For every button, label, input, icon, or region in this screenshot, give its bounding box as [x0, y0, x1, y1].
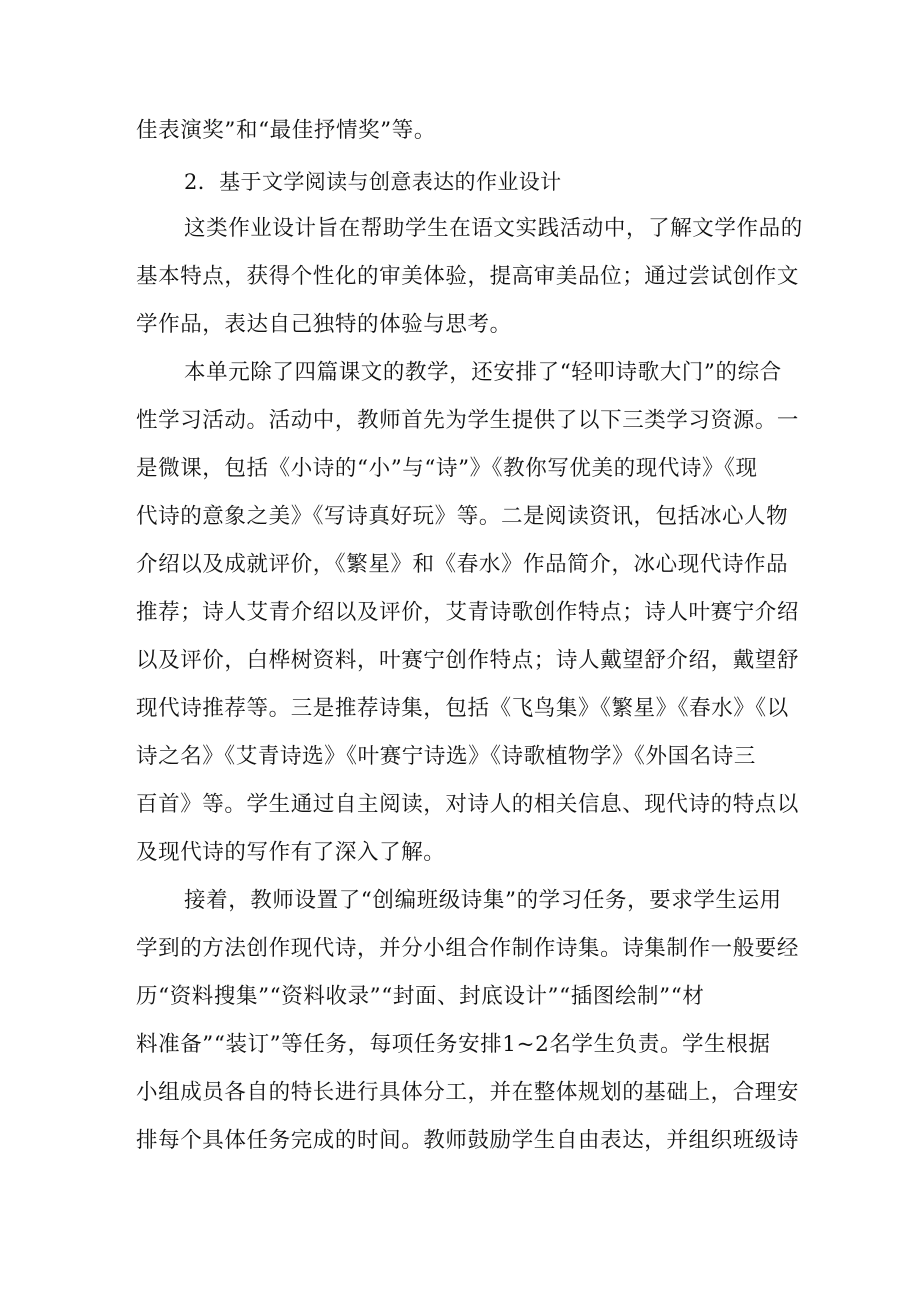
text-line: 百首》等。学生通过自主阅读，对诗人的相关信息、现代诗的特点以 — [136, 792, 800, 817]
text-line: 基本特点，获得个性化的审美体验，提高审美品位；通过尝试创作文 — [136, 264, 800, 289]
text-line: 小组成员各自的特长进行具体分工，并在整体规划的基础上，合理安 — [136, 1080, 800, 1105]
text-line: 及现代诗的写作有了深入了解。 — [136, 840, 446, 865]
text-line: 这类作业设计旨在帮助学生在语文实践活动中，了解文学作品的 — [184, 216, 803, 241]
text-line: 代诗的意象之美》《写诗真好玩》等。二是阅读资讯，包括冰心人物 — [136, 504, 789, 529]
text-line: 学到的方法创作现代诗，并分小组合作制作诗集。诗集制作一般要经 — [136, 936, 800, 961]
text-line: 现代诗推荐等。三是推荐诗集，包括《飞鸟集》《繁星》《春水》《以 — [136, 696, 789, 721]
text-line: 推荐；诗人艾青介绍以及评价，艾青诗歌创作特点；诗人叶赛宁介绍 — [136, 600, 800, 625]
text-line: 性学习活动。活动中，教师首先为学生提供了以下三类学习资源。一 — [136, 408, 800, 433]
text-line: 学作品，表达自己独特的体验与思考。 — [136, 312, 512, 337]
section-heading: 2．基于文学阅读与创意表达的作业设计 — [184, 170, 562, 194]
text-line: 排每个具体任务完成的时间。教师鼓励学生自由表达，并组织班级诗 — [136, 1128, 800, 1153]
text-line: 本单元除了四篇课文的教学，还安排了“轻叩诗歌大门”的综合 — [184, 360, 782, 385]
text-line: 以及评价，白桦树资料，叶赛宁创作特点；诗人戴望舒介绍，戴望舒 — [136, 648, 800, 673]
text-line: 诗之名》《艾青诗选》《叶赛宁诗选》《诗歌植物学》《外国名诗三 — [136, 744, 757, 769]
text-line: 佳表演奖”和“最佳抒情奖”等。 — [136, 118, 436, 143]
text-line: 是微课，包括《小诗的“小”与“诗”》《教你写优美的现代诗》《现 — [136, 456, 758, 481]
text-line: 料准备”“装订”等任务，每项任务安排1~2名学生负责。学生根据 — [136, 1032, 771, 1057]
text-line: 接着，教师设置了“创编班级诗集”的学习任务，要求学生运用 — [184, 888, 782, 913]
text-line: 介绍以及成就评价，《繁星》和《春水》作品简介，冰心现代诗作品 — [136, 552, 789, 577]
text-line: 历“资料搜集”“资料收录”“封面、封底设计”“插图绘制”“材 — [136, 984, 705, 1009]
